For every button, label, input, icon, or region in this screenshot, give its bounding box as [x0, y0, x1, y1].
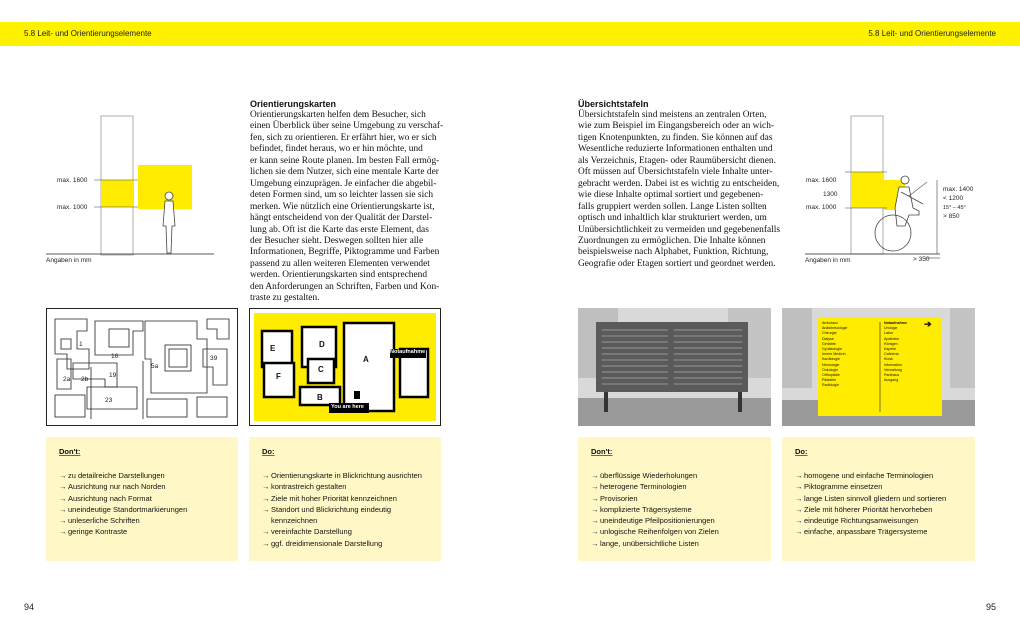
- list-item: → unleserliche Schriften: [59, 515, 238, 526]
- sign-item: Radiologie: [822, 383, 839, 388]
- map-good-label: B: [317, 393, 323, 402]
- text-line: deten Formen sind, um so leichter lassen sie sich: [250, 190, 434, 201]
- sign-item: Kardiologie: [822, 357, 840, 362]
- text-line: gebracht werden. Dabei ist es wichtig zu entscheiden,: [578, 178, 780, 189]
- box-title: Don't:: [59, 447, 81, 456]
- sign-item: Kiosk: [884, 357, 893, 362]
- text-line: falls gruppiert werden sollen. Lange Listen sollten: [578, 201, 767, 212]
- text-line: Übersichtstafeln sind meistens an zentralen Orten,: [578, 110, 767, 120]
- figure-left-dimensions: [46, 108, 216, 268]
- map-good-example: [249, 308, 441, 426]
- text-line: wie diese Inhalte optimal sortiert und gegebenen-: [578, 190, 764, 201]
- sign-item: Gynäkologie: [822, 347, 842, 352]
- text-line: fen, sich zu orientieren. Er erfährt hier, wo er sich: [250, 132, 437, 143]
- map-good-label: F: [276, 372, 281, 381]
- text-line: er kann seine Route planen. Im besten Fall ermög-: [250, 155, 440, 166]
- text-line: Informationen, Begriffe, Piktogramme und Farben: [250, 247, 440, 258]
- text-line: Umgebung einzuprägen. Je einfacher die abgebil-: [250, 178, 437, 189]
- map-bad-svg: [47, 309, 237, 425]
- map-good-label: E: [270, 344, 276, 353]
- dim-right-4: max. 1400: [943, 186, 974, 193]
- sign-item: Geriatrie: [822, 341, 836, 346]
- sign-left-list: [822, 321, 878, 389]
- text-line: Wesentliche reduzierte Informationen enthalten und: [578, 144, 773, 155]
- text-line: den Anforderungen an Schriften, Farben und Kon-: [250, 281, 440, 292]
- orientierungskarten-title: Orientierungskarten: [250, 99, 337, 109]
- list-item: → ggf. dreidimensionale Darstellung: [262, 538, 434, 549]
- sign-item: Orthopädie: [822, 373, 840, 378]
- map-good-label: C: [318, 365, 324, 374]
- text-line: einen Überblick über seine Umgebung zu verschaf-: [250, 121, 444, 132]
- list-item: → uneindeutige Standortmarkierungen: [59, 504, 238, 515]
- text-line: als Verzeichnis, Etagen- oder Raumübersicht dienen.: [578, 155, 776, 166]
- list-item: → überflüssige Wiederholungen: [591, 470, 771, 481]
- text-line: beispielsweise nach Alphabet, Funktion, Richtung,: [578, 247, 769, 258]
- list-item: → Provisorien: [591, 493, 771, 504]
- list-item: → Ziele mit hoher Priorität kennzeichnen: [262, 493, 434, 504]
- header-bar: [0, 22, 1020, 46]
- you-are-here-label: You are here: [331, 404, 364, 410]
- dim-right-3: max. 1000: [806, 204, 837, 211]
- text-line: Oft müssen auf Übersichtstafeln viele Inhalte unter-: [578, 167, 773, 178]
- sign-item: Dialyse: [822, 336, 834, 341]
- caption-left: Angaben in mm: [46, 257, 92, 264]
- text-line: merken. Wie nützlich eine Orientierungskarte ist,: [250, 201, 435, 212]
- dim-left-bottom: max. 1000: [57, 204, 88, 211]
- text-line: wie zum Beispiel im Eingangsbereich oder an wich-: [578, 121, 775, 132]
- list-item: → geringe Kontraste: [59, 526, 238, 537]
- text-line: lichen sie dem Nutzer, sich eine mentale Karte der: [250, 167, 439, 178]
- sign-item: Apotheke: [884, 336, 900, 341]
- map-bad-label: 16: [111, 353, 119, 360]
- figure-left-svg: [46, 108, 216, 268]
- box-list: [59, 470, 238, 538]
- sign-item: Information: [884, 362, 902, 367]
- map-bad-example: [46, 308, 238, 426]
- dim-left-top: max. 1600: [57, 177, 88, 184]
- list-item: → einfache, anpassbare Trägersysteme: [795, 526, 975, 537]
- uebersichtstafeln-title: Übersichtstafeln: [578, 99, 649, 109]
- photo-sign-good: [782, 308, 975, 426]
- page-number-right: 95: [985, 602, 996, 612]
- map-bad-label: 2b: [81, 376, 89, 383]
- box-list: [591, 470, 771, 549]
- dim-right-2: 1300: [823, 191, 838, 198]
- box-dont-maps: [46, 437, 238, 561]
- map-bad-label: 5a: [151, 363, 159, 370]
- sign-item: Ambulanz: [822, 321, 838, 325]
- caption-right: Angaben in mm: [805, 257, 851, 264]
- map-bad-label: 23: [105, 397, 113, 404]
- list-item: → Ziele mit höherer Priorität hervorheben: [795, 504, 975, 515]
- list-item: → zu detailreiche Darstellungen: [59, 470, 238, 481]
- box-list: [795, 470, 975, 538]
- list-item: → Piktogramme einsetzen: [795, 481, 975, 492]
- text-line: werden. Orientierungskarten sind entsprechend: [250, 270, 428, 281]
- box-do-signs: [782, 437, 975, 561]
- list-item: → unlogische Reihenfolgen von Zielen: [591, 526, 771, 537]
- list-item: → homogene und einfache Terminologien: [795, 470, 975, 481]
- sign-item: Anästhesiologie: [822, 326, 848, 331]
- uebersichtstafeln-body: [578, 110, 788, 270]
- text-line: Zuordnungen zu ermöglichen. Die Inhalte können: [578, 235, 766, 246]
- list-item: → heterogene Terminologien: [591, 481, 771, 492]
- sign-item: Urologie: [884, 326, 898, 331]
- sign-item: Chirurgie: [822, 331, 837, 336]
- dim-right-5: < 1200: [943, 195, 964, 202]
- text-uebersichtstafeln: [578, 99, 788, 270]
- header-right-title: 5.8 Leit- und Orientierungselemente: [868, 29, 996, 38]
- map-bad-label: 39: [210, 355, 218, 362]
- header-left-title: 5.8 Leit- und Orientierungselemente: [24, 29, 152, 38]
- text-line: Geografie oder Etagen sortiert und geordnet werden.: [578, 258, 776, 269]
- dim-right-6: 15° – 45°: [943, 205, 966, 211]
- sign-item: Röntgen: [884, 341, 898, 346]
- sign-item: Pädiatrie: [822, 378, 837, 383]
- box-title: Do:: [262, 447, 275, 456]
- dim-right-1: max. 1600: [806, 177, 837, 184]
- dim-right-7: > 850: [943, 213, 960, 220]
- text-line: Orientierungskarten helfen dem Besucher, sich: [250, 110, 426, 120]
- list-item: → Ausrichtung nach Format: [59, 493, 238, 504]
- map-good-label: D: [319, 340, 325, 349]
- photo-sign-good-svg: [782, 308, 975, 426]
- sign-item: Cafeteria: [884, 352, 899, 357]
- list-item: → lange Listen sinnvoll gliedern und sortieren: [795, 493, 975, 504]
- page-number-left: 94: [24, 602, 35, 612]
- box-do-maps: [249, 437, 441, 561]
- box-list: [262, 470, 434, 549]
- list-item: → kontrastreich gestalten: [262, 481, 434, 492]
- text-line: der Besucher sieht. Deswegen sollten hier alle: [250, 235, 424, 246]
- sign-item: Parkhaus: [884, 373, 900, 378]
- map-bad-label: 19: [109, 372, 117, 379]
- text-line: hängt entscheidend von der Qualität der Darstel-: [250, 213, 433, 224]
- list-item: → Orientierungskarte in Blickrichtung ausrichten: [262, 470, 434, 481]
- sign-item: Neurologie: [822, 362, 840, 367]
- text-line: optisch und inhaltlich klar strukturiert werden, um: [578, 213, 767, 224]
- list-item: → eindeutige Richtungsanweisungen: [795, 515, 975, 526]
- sign-item: Labor: [884, 331, 894, 336]
- text-line: traste zu gestalten.: [250, 293, 320, 304]
- text-line: Unübersichtlichkeit zu vermeiden und gegebenenfalls: [578, 224, 781, 235]
- map-bad-label: 1: [79, 341, 83, 348]
- sign-item: Innere Medizin: [822, 352, 846, 357]
- sign-item: Ausgang: [884, 378, 899, 383]
- arrow-right-icon: ➔: [924, 319, 932, 329]
- box-dont-signs: [578, 437, 771, 561]
- list-item: → vereinfachte Darstellung: [262, 526, 434, 537]
- orientierungskarten-body: [250, 110, 450, 305]
- map-bad-label: 2a: [63, 376, 71, 383]
- photo-sign-bad-svg: [578, 308, 771, 426]
- list-item: → komplizierte Trägersysteme: [591, 504, 771, 515]
- text-line: tigen Knotenpunkten, zu finden. Sie können auf das: [578, 132, 773, 143]
- list-item: → Ausrichtung nur nach Norden: [59, 481, 238, 492]
- list-item: → lange, unübersichtliche Listen: [591, 538, 771, 549]
- sign-right-list: [884, 321, 939, 383]
- sign-item: Kapelle: [884, 347, 896, 352]
- text-line: lung ab. Oft ist die Karte das erste Element, das: [250, 224, 429, 235]
- box-title: Don't:: [591, 447, 613, 456]
- text-line: passend zu allen weiteren Elementen verwendet: [250, 258, 430, 269]
- map-emergency-label: Notaufnahme: [390, 349, 426, 355]
- sign-item: Onkologie: [822, 367, 839, 372]
- box-title: Do:: [795, 447, 808, 456]
- list-item: → uneindeutige Pfeilpositionierungen: [591, 515, 771, 526]
- text-line: befindet, findet heraus, wo er hin möchte, und: [250, 144, 423, 155]
- map-good-label: A: [363, 355, 369, 364]
- sign-item: Verwaltung: [884, 367, 902, 372]
- photo-sign-bad: [578, 308, 771, 426]
- dim-right-8: > 350: [913, 256, 930, 263]
- text-orientierungskarten: [250, 99, 450, 305]
- list-item: → Standort und Blickrichtung eindeutig kennzeichnen: [262, 504, 434, 527]
- sign-heading: Notaufnahme: [884, 321, 907, 325]
